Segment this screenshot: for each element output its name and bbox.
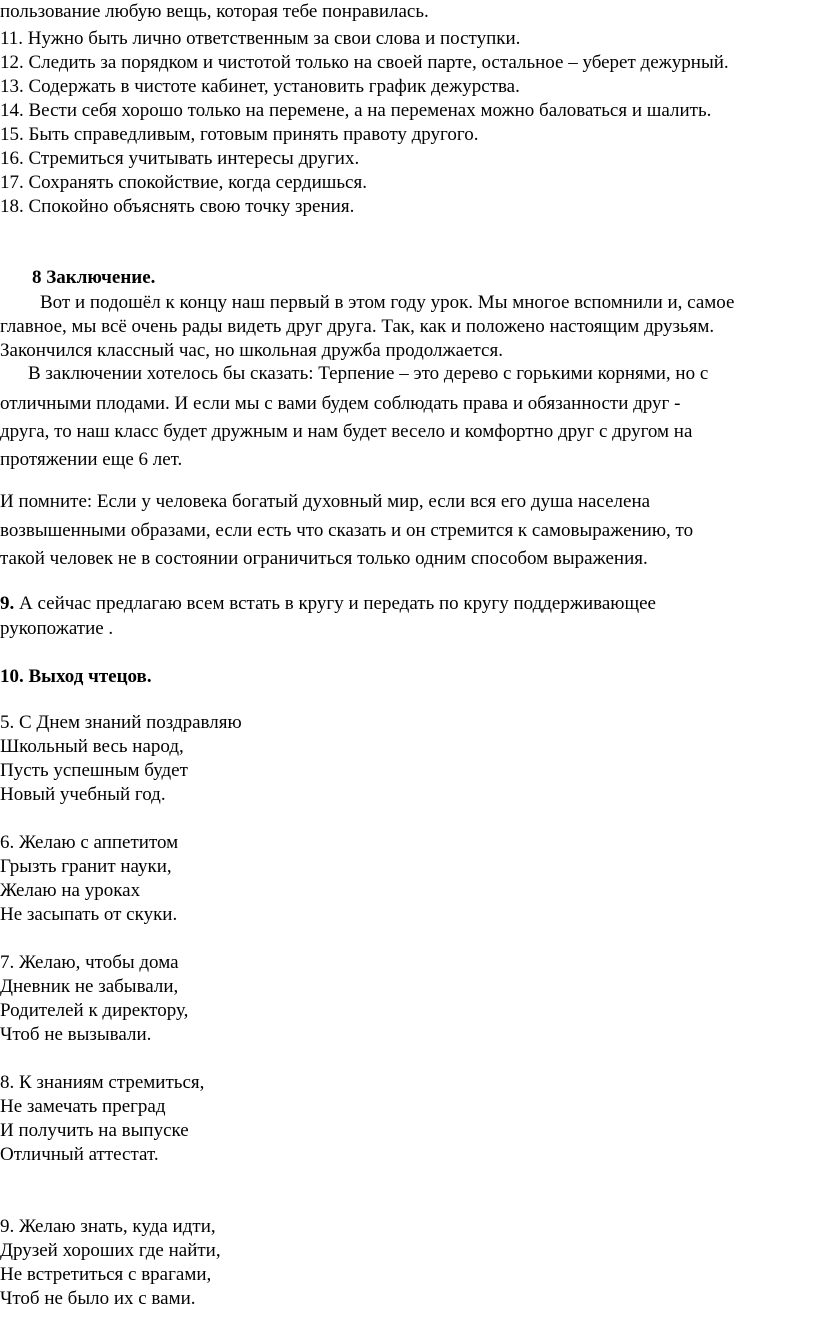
section-10-heading: 10. Выход чтецов. — [0, 666, 152, 687]
list-item: 18. Спокойно объяснять свою точку зрения. — [0, 196, 355, 217]
list-item: 11. Нужно быть лично ответственным за свои слова и поступки. — [0, 28, 521, 49]
poem-line: Родителей к директору, — [0, 1000, 189, 1021]
poem-line: 9. Желаю знать, куда идти, — [0, 1216, 216, 1237]
conclusion-paragraph-1-line: Вот и подошёл к концу наш первый в этом году урок. Мы многое вспомнили и, самое — [40, 292, 735, 313]
poem-line: Чтоб не вызывали. — [0, 1024, 152, 1045]
list-continuation-text: пользование любую вещь, которая тебе понравилась. — [0, 1, 429, 22]
poem-line: 8. К знаниям стремиться, — [0, 1072, 205, 1093]
poem-line: 7. Желаю, чтобы дома — [0, 952, 179, 973]
poem-line: Не замечать преград — [0, 1096, 166, 1117]
list-item: 12. Следить за порядком и чистотой только на своей парте, остальное – уберет дежурный. — [0, 52, 729, 73]
conclusion-paragraph-2-line: отличными плодами. И если мы с вами будем соблюдать права и обязанности друг - — [0, 393, 681, 414]
list-item: 15. Быть справедливым, готовым принять правоту другого. — [0, 124, 479, 145]
section-9-text: А сейчас предлагаю всем встать в кругу и передать по кругу поддерживающее — [14, 593, 656, 614]
poem-line: Новый учебный год. — [0, 784, 166, 805]
section-9-line — [0, 592, 656, 616]
section-8-heading: 8 Заключение. — [32, 267, 156, 288]
conclusion-paragraph-3-line: такой человек не в состоянии ограничиться только одним способом выражения. — [0, 548, 648, 569]
conclusion-paragraph-2-line: друга, то наш класс будет дружным и нам будет весело и комфортно друг с другом на — [0, 421, 693, 442]
poem-line: 5. С Днем знаний поздравляю — [0, 712, 242, 733]
poem-line: Отличный аттестат. — [0, 1144, 159, 1165]
conclusion-paragraph-2-line: протяжении еще 6 лет. — [0, 449, 183, 470]
list-item: 14. Вести себя хорошо только на перемене, а на переменах можно баловаться и шалить. — [0, 100, 712, 121]
poem-line: Чтоб не было их с вами. — [0, 1288, 196, 1309]
conclusion-paragraph-1-line: Закончился классный час, но школьная дружба продолжается. — [0, 340, 503, 361]
list-item: 16. Стремиться учитывать интересы других. — [0, 148, 360, 169]
list-item: 13. Содержать в чистоте кабинет, установить график дежурства. — [0, 76, 520, 97]
conclusion-paragraph-1-line: главное, мы всё очень рады видеть друг друга. Так, как и положено настоящим друзьям. — [0, 316, 715, 337]
poem-line: Не засыпать от скуки. — [0, 904, 178, 925]
poem-line: Пусть успешным будет — [0, 760, 188, 781]
poem-line: И получить на выпуске — [0, 1120, 189, 1141]
conclusion-paragraph-3-line: И помните: Если у человека богатый духовный мир, если вся его душа населена — [0, 491, 651, 512]
poem-line: Грызть гранит науки, — [0, 856, 172, 877]
poem-line: Желаю на уроках — [0, 880, 141, 901]
conclusion-paragraph-2-line: В заключении хотелось бы сказать: Терпение – это дерево с горькими корнями, но с — [28, 363, 709, 384]
poem-line: 6. Желаю с аппетитом — [0, 832, 179, 853]
poem-line: Не встретиться с врагами, — [0, 1264, 212, 1285]
poem-line: Школьный весь народ, — [0, 736, 184, 757]
section-9-number: 9. — [0, 593, 15, 614]
poem-line: Дневник не забывали, — [0, 976, 179, 997]
list-item: 17. Сохранять спокойствие, когда сердишься. — [0, 172, 367, 193]
conclusion-paragraph-3-line: возвышенными образами, если есть что сказать и он стремится к самовыражению, то — [0, 520, 694, 541]
section-9-line-2: рукопожатие . — [0, 618, 114, 639]
poem-line: Друзей хороших где найти, — [0, 1240, 221, 1261]
